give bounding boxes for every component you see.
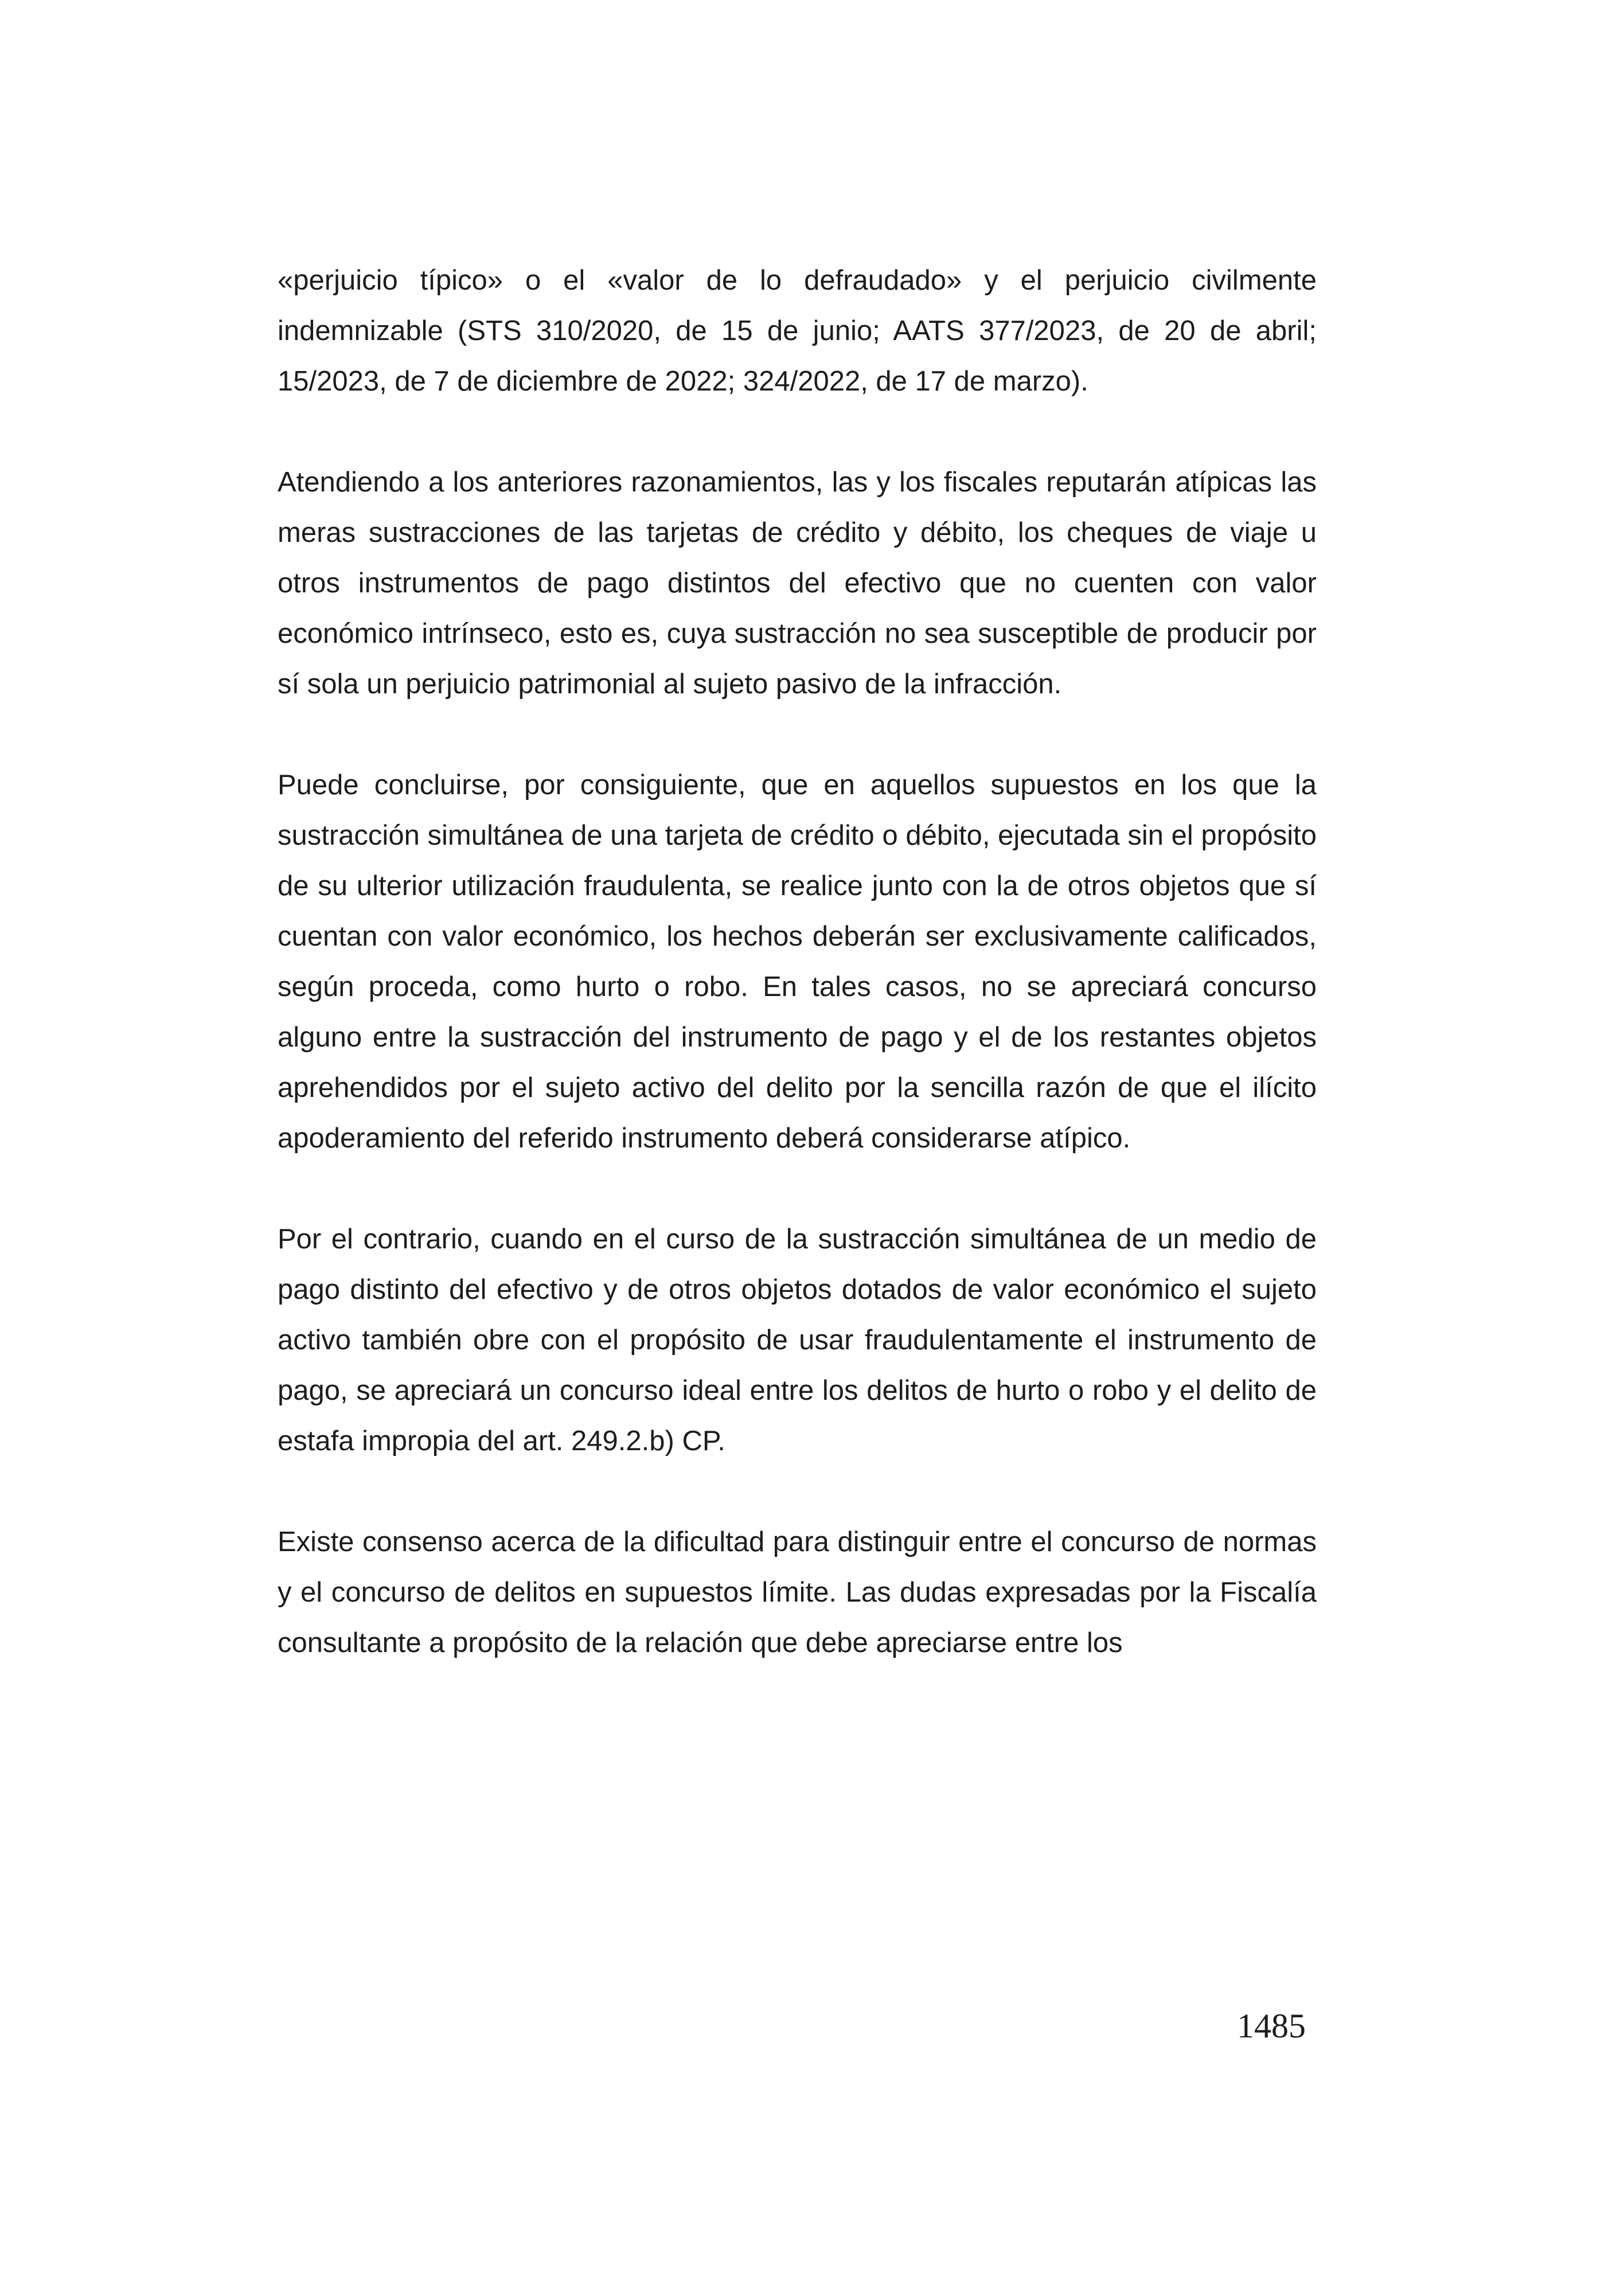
- paragraph-4: Por el contrario, cuando en el curso de la sustracción simultánea de un medio de pago distinto del efectivo y de otros objetos dotados de valor económico el sujeto activo también obre con el propósito de usar fraudulentamente el instrumento de pago, se apreciará un concurso ideal entre los delitos de hurto o robo y el delito de estafa impropia del art. 249.2.b) CP.: [278, 1224, 1317, 1457]
- paragraph-3: Puede concluirse, por consiguiente, que en aquellos supuestos en los que la sustracción simultánea de una tarjeta de crédito o débito, ejecutada sin el propósito de su ulterior utilización fraudulenta, se realice junto con la de otros objetos que sí cuentan con valor económico, los hechos deberán ser exclusivamente calificados, según proceda, como hurto o robo. En tales casos, no se apreciará concurso alguno entre la sustracción del instrumento de pago y el de los restantes objetos aprehendidos por el sujeto activo del delito por la sencilla razón de que el ilícito apoderamiento del referido instrumento deberá considerarse atípico.: [278, 770, 1317, 1154]
- paragraph-2: Atendiendo a los anteriores razonamientos, las y los fiscales reputarán atípicas las meras sustracciones de las tarjetas de crédito y débito, los cheques de viaje u otros instrumentos de pago distintos del efectivo que no cuenten con valor económico intrínseco, esto es, cuya sustracción no sea susceptible de producir por sí sola un perjuicio patrimonial al sujeto pasivo de la infracción.: [278, 467, 1317, 700]
- paragraph-1: «perjuicio típico» o el «valor de lo defraudado» y el perjuicio civilmente indemnizable (STS 310/2020, de 15 de junio; AATS 377/2023, de 20 de abril; 15/2023, de 7 de diciembre de 2022; 324/2022, de 17 de marzo).: [278, 265, 1317, 397]
- body-text: [278, 255, 1317, 1668]
- page-number: 1485: [1237, 2007, 1306, 2045]
- paragraph-5: Existe consenso acerca de la dificultad para distinguir entre el concurso de normas y el concurso de delitos en supuestos límite. Las dudas expresadas por la Fiscalía consultante a propósito de la relación que debe apreciarse entre los: [278, 1526, 1317, 1658]
